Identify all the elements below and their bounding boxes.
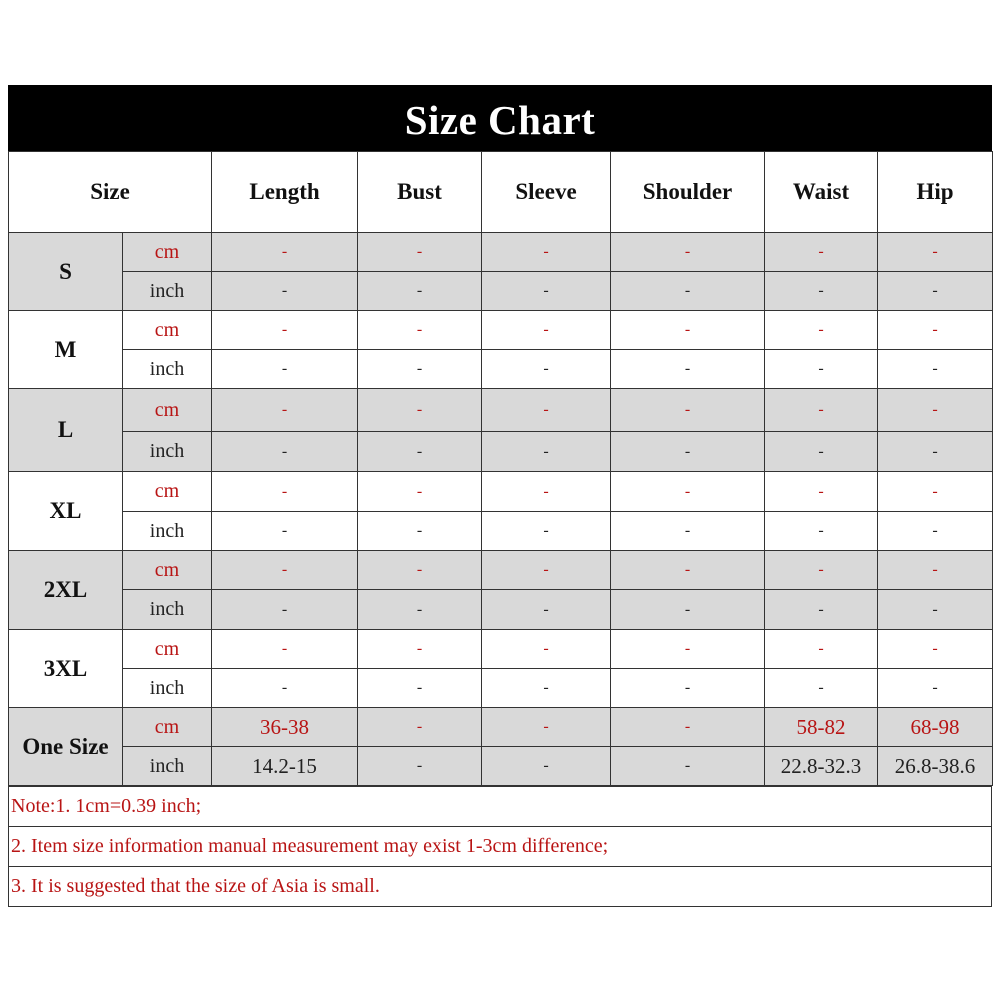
measurement-cell: -: [482, 669, 611, 708]
size-chart: [8, 85, 992, 907]
measurement-cell: -: [878, 350, 993, 389]
notes-table: [8, 786, 992, 907]
measurement-cell: -: [212, 432, 358, 472]
table-body: [9, 233, 993, 786]
measurement-cell: -: [611, 669, 765, 708]
size-label: 2XL: [9, 551, 123, 630]
measurement-cell: -: [212, 551, 358, 590]
measurement-cell: -: [358, 551, 482, 590]
header-row: [9, 152, 993, 233]
measurement-cell: -: [765, 472, 878, 512]
measurement-cell: -: [611, 233, 765, 272]
measurement-cell: 36-38: [212, 708, 358, 747]
measurement-cell: -: [358, 590, 482, 630]
size-row-inch: [9, 350, 993, 389]
size-row-inch: [9, 590, 993, 630]
measurement-cell: -: [212, 472, 358, 512]
size-row-cm: [9, 472, 993, 512]
unit-label: cm: [123, 708, 212, 747]
measurement-cell: -: [482, 630, 611, 669]
measurement-cell: 14.2-15: [212, 747, 358, 786]
measurement-cell: -: [611, 747, 765, 786]
measurement-cell: -: [482, 551, 611, 590]
measurement-cell: -: [765, 432, 878, 472]
measurement-cell: -: [212, 669, 358, 708]
size-row-inch: [9, 669, 993, 708]
measurement-cell: -: [358, 669, 482, 708]
measurement-cell: -: [878, 630, 993, 669]
measurement-cell: -: [878, 590, 993, 630]
measurement-cell: -: [358, 311, 482, 350]
measurement-cell: -: [765, 512, 878, 551]
measurement-cell: -: [358, 350, 482, 389]
measurement-cell: -: [611, 432, 765, 472]
unit-label: cm: [123, 551, 212, 590]
size-label: One Size: [9, 708, 123, 786]
size-row-inch: [9, 747, 993, 786]
measurement-cell: -: [482, 233, 611, 272]
measurement-cell: -: [212, 272, 358, 311]
measurement-cell: -: [358, 747, 482, 786]
measurement-cell: -: [358, 472, 482, 512]
measurement-cell: -: [878, 551, 993, 590]
header-hip: Hip: [878, 152, 993, 233]
size-row-cm: [9, 389, 993, 432]
measurement-cell: -: [358, 272, 482, 311]
measurement-cell: -: [212, 311, 358, 350]
measurement-cell: -: [765, 551, 878, 590]
measurement-cell: -: [358, 389, 482, 432]
size-row-cm: [9, 551, 993, 590]
unit-label: cm: [123, 311, 212, 350]
measurement-cell: -: [878, 512, 993, 551]
unit-label: inch: [123, 272, 212, 311]
chart-title: Size Chart: [8, 85, 992, 151]
header-bust: Bust: [358, 152, 482, 233]
measurement-cell: -: [358, 708, 482, 747]
measurement-cell: -: [358, 630, 482, 669]
size-row-inch: [9, 512, 993, 551]
unit-label: inch: [123, 512, 212, 551]
unit-label: cm: [123, 630, 212, 669]
note-line-2: 2. Item size information manual measurement may exist 1-3cm difference;: [9, 827, 992, 867]
unit-label: inch: [123, 590, 212, 630]
measurement-cell: -: [611, 272, 765, 311]
size-row-inch: [9, 432, 993, 472]
measurement-cell: 22.8-32.3: [765, 747, 878, 786]
note-line-1: Note:1. 1cm=0.39 inch;: [9, 787, 992, 827]
note-line-3: 3. It is suggested that the size of Asia is small.: [9, 867, 992, 907]
measurement-cell: -: [611, 512, 765, 551]
measurement-cell: -: [482, 512, 611, 551]
size-row-inch: [9, 272, 993, 311]
measurement-cell: -: [358, 233, 482, 272]
measurement-cell: -: [878, 233, 993, 272]
header-shoulder: Shoulder: [611, 152, 765, 233]
measurement-cell: -: [765, 311, 878, 350]
size-row-cm: [9, 311, 993, 350]
measurement-cell: -: [878, 311, 993, 350]
measurement-cell: -: [611, 630, 765, 669]
unit-label: inch: [123, 747, 212, 786]
unit-label: inch: [123, 669, 212, 708]
measurement-cell: -: [358, 512, 482, 551]
measurement-cell: -: [212, 350, 358, 389]
unit-label: inch: [123, 432, 212, 472]
measurement-cell: -: [765, 272, 878, 311]
measurement-cell: -: [482, 272, 611, 311]
size-label: XL: [9, 472, 123, 551]
measurement-cell: -: [611, 708, 765, 747]
unit-label: inch: [123, 350, 212, 389]
header-sleeve: Sleeve: [482, 152, 611, 233]
measurement-cell: -: [482, 590, 611, 630]
measurement-cell: -: [878, 432, 993, 472]
measurement-cell: -: [358, 432, 482, 472]
measurement-cell: 58-82: [765, 708, 878, 747]
unit-label: cm: [123, 389, 212, 432]
measurement-cell: -: [878, 389, 993, 432]
header-length: Length: [212, 152, 358, 233]
measurement-cell: -: [482, 708, 611, 747]
measurement-cell: -: [611, 311, 765, 350]
size-label: S: [9, 233, 123, 311]
measurement-cell: -: [482, 432, 611, 472]
measurement-cell: -: [482, 350, 611, 389]
measurement-cell: -: [611, 472, 765, 512]
measurement-cell: -: [212, 512, 358, 551]
size-label: 3XL: [9, 630, 123, 708]
header-size: Size: [9, 152, 212, 233]
measurement-cell: -: [212, 233, 358, 272]
measurement-cell: -: [482, 389, 611, 432]
size-table: [8, 151, 993, 786]
measurement-cell: -: [611, 350, 765, 389]
measurement-cell: -: [482, 747, 611, 786]
unit-label: cm: [123, 233, 212, 272]
measurement-cell: -: [212, 389, 358, 432]
size-label: M: [9, 311, 123, 389]
measurement-cell: -: [878, 669, 993, 708]
unit-label: cm: [123, 472, 212, 512]
measurement-cell: -: [212, 590, 358, 630]
size-row-cm: [9, 630, 993, 669]
measurement-cell: -: [482, 311, 611, 350]
measurement-cell: -: [611, 590, 765, 630]
measurement-cell: -: [765, 389, 878, 432]
measurement-cell: -: [765, 233, 878, 272]
measurement-cell: -: [611, 389, 765, 432]
measurement-cell: -: [482, 472, 611, 512]
measurement-cell: -: [878, 472, 993, 512]
size-label: L: [9, 389, 123, 472]
measurement-cell: 26.8-38.6: [878, 747, 993, 786]
measurement-cell: -: [212, 630, 358, 669]
measurement-cell: -: [765, 590, 878, 630]
measurement-cell: -: [765, 669, 878, 708]
measurement-cell: -: [611, 551, 765, 590]
measurement-cell: -: [765, 630, 878, 669]
size-row-cm: [9, 233, 993, 272]
size-row-cm: [9, 708, 993, 747]
measurement-cell: 68-98: [878, 708, 993, 747]
measurement-cell: -: [878, 272, 993, 311]
measurement-cell: -: [765, 350, 878, 389]
header-waist: Waist: [765, 152, 878, 233]
